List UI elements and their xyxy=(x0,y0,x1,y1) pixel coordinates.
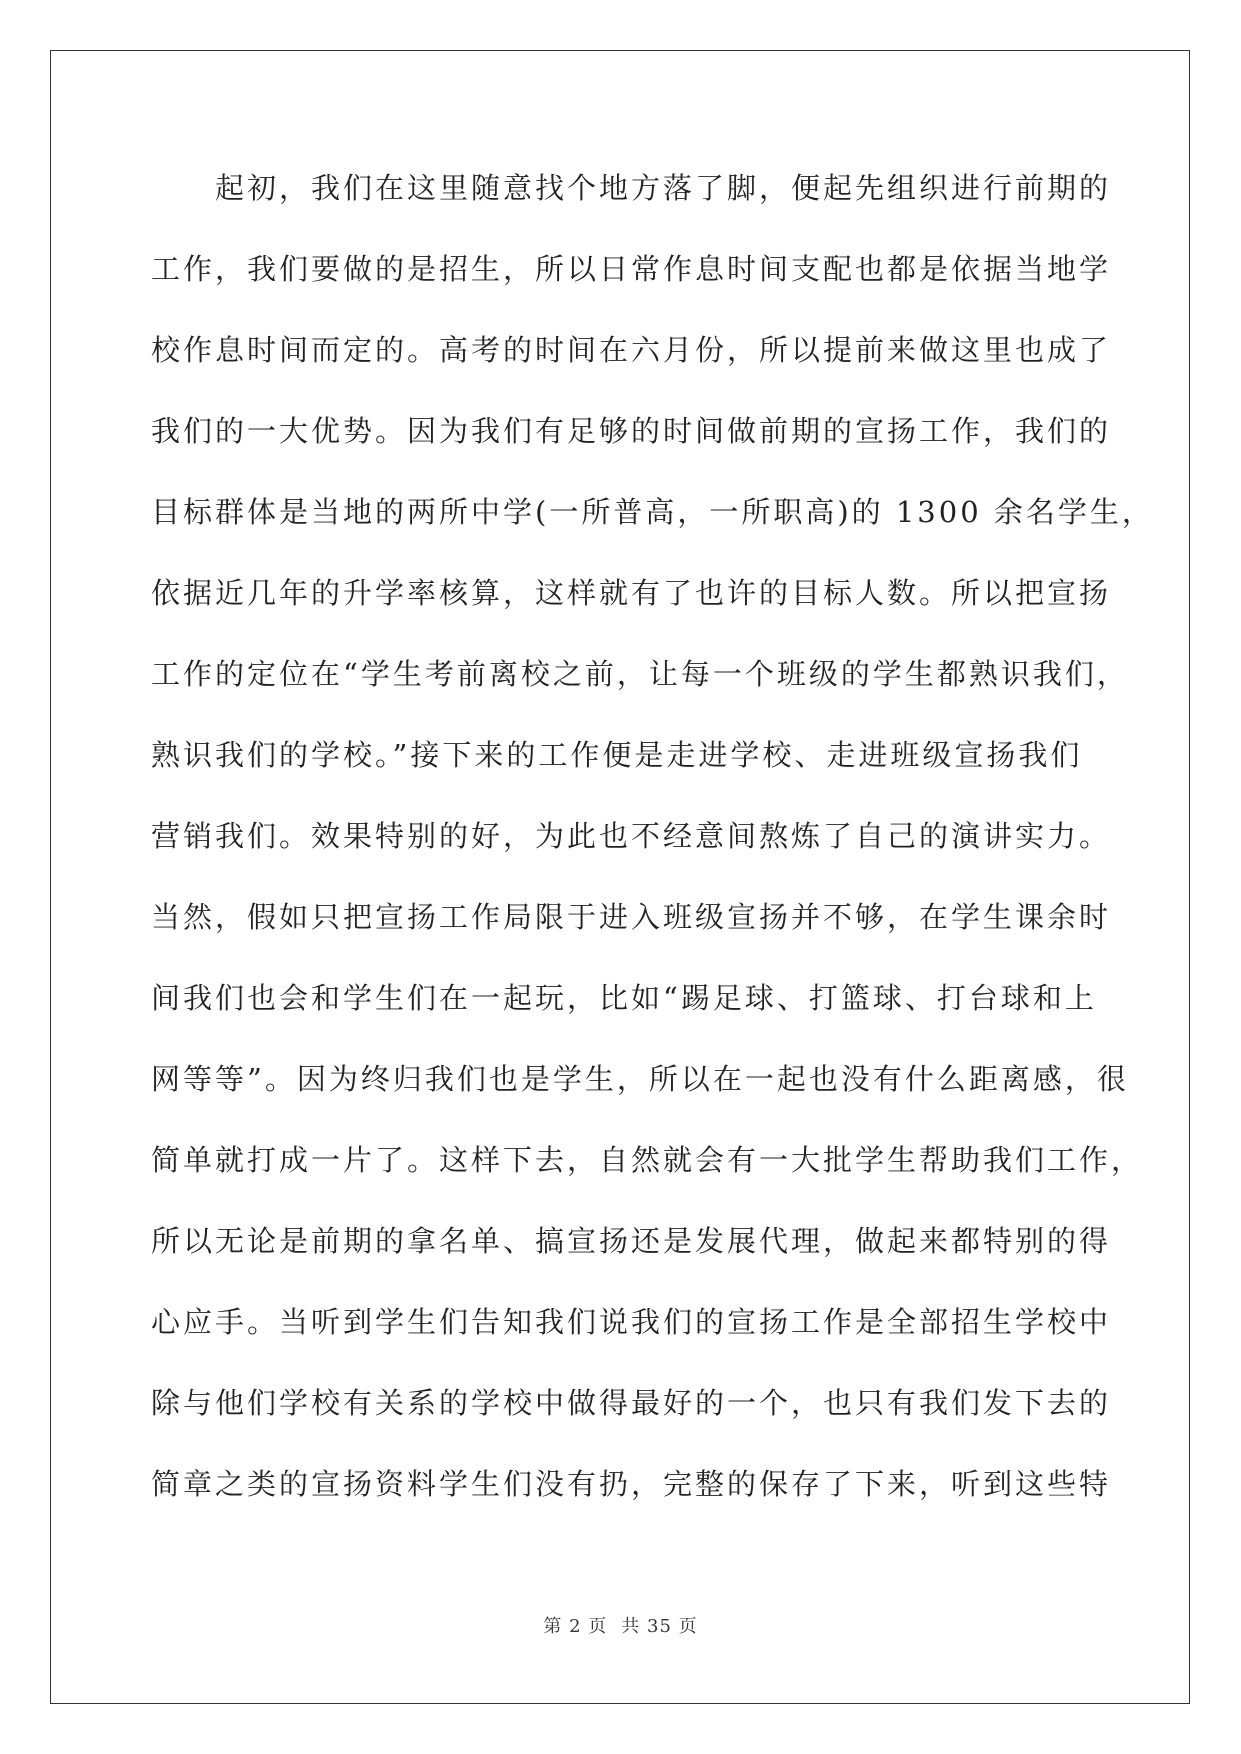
page-footer xyxy=(0,1612,1241,1638)
page-total: 共 35 页 xyxy=(621,1616,698,1637)
text-line: 校作息时间而定的。高考的时间在六月份，所以提前来做这里也成了 xyxy=(151,333,1112,367)
text-line: 简单就打成一片了。这样下去，自然就会有一大批学生帮助我们工作， xyxy=(151,1143,1144,1177)
text-line: 依据近几年的升学率核算，这样就有了也许的目标人数。所以把宣扬 xyxy=(151,576,1112,610)
text-line: 熟识我们的学校。”接下来的工作便是走进学校、走进班级宣扬我们 xyxy=(151,738,1083,772)
text-line: 除与他们学校有关系的学校中做得最好的一个，也只有我们发下去的 xyxy=(151,1386,1112,1420)
text-line: 当然，假如只把宣扬工作局限于进入班级宣扬并不够，在学生课余时 xyxy=(151,900,1112,934)
text-line: 简章之类的宣扬资料学生们没有扔，完整的保存了下来，听到这些特 xyxy=(151,1467,1112,1501)
text-line: 我们的一大优势。因为我们有足够的时间做前期的宣扬工作，我们的 xyxy=(151,414,1112,448)
body-text xyxy=(151,158,1154,1535)
text-line: 间我们也会和学生们在一起玩，比如“踢足球、打篮球、打台球和上 xyxy=(151,981,1097,1015)
text-line: 起初，我们在这里随意找个地方落了脚，便起先组织进行前期的 xyxy=(215,171,1112,205)
text-line: 营销我们。效果特别的好，为此也不经意间熬炼了自己的演讲实力。 xyxy=(151,819,1112,853)
text-line: 网等等”。因为终归我们也是学生，所以在一起也没有什么距离感，很 xyxy=(151,1062,1129,1096)
page-number: 第 2 页 xyxy=(543,1616,608,1637)
text-line: 工作，我们要做的是招生，所以日常作息时间支配也都是依据当地学 xyxy=(151,252,1112,286)
text-line: 目标群体是当地的两所中学(一所普高，一所职高)的 1300 余名学生， xyxy=(151,495,1154,529)
text-line: 所以无论是前期的拿名单、搞宣扬还是发展代理，做起来都特别的得 xyxy=(151,1224,1112,1258)
text-line: 心应手。当听到学生们告知我们说我们的宣扬工作是全部招生学校中 xyxy=(151,1305,1112,1339)
text-line: 工作的定位在“学生考前离校之前，让每一个班级的学生都熟识我们， xyxy=(151,657,1129,691)
